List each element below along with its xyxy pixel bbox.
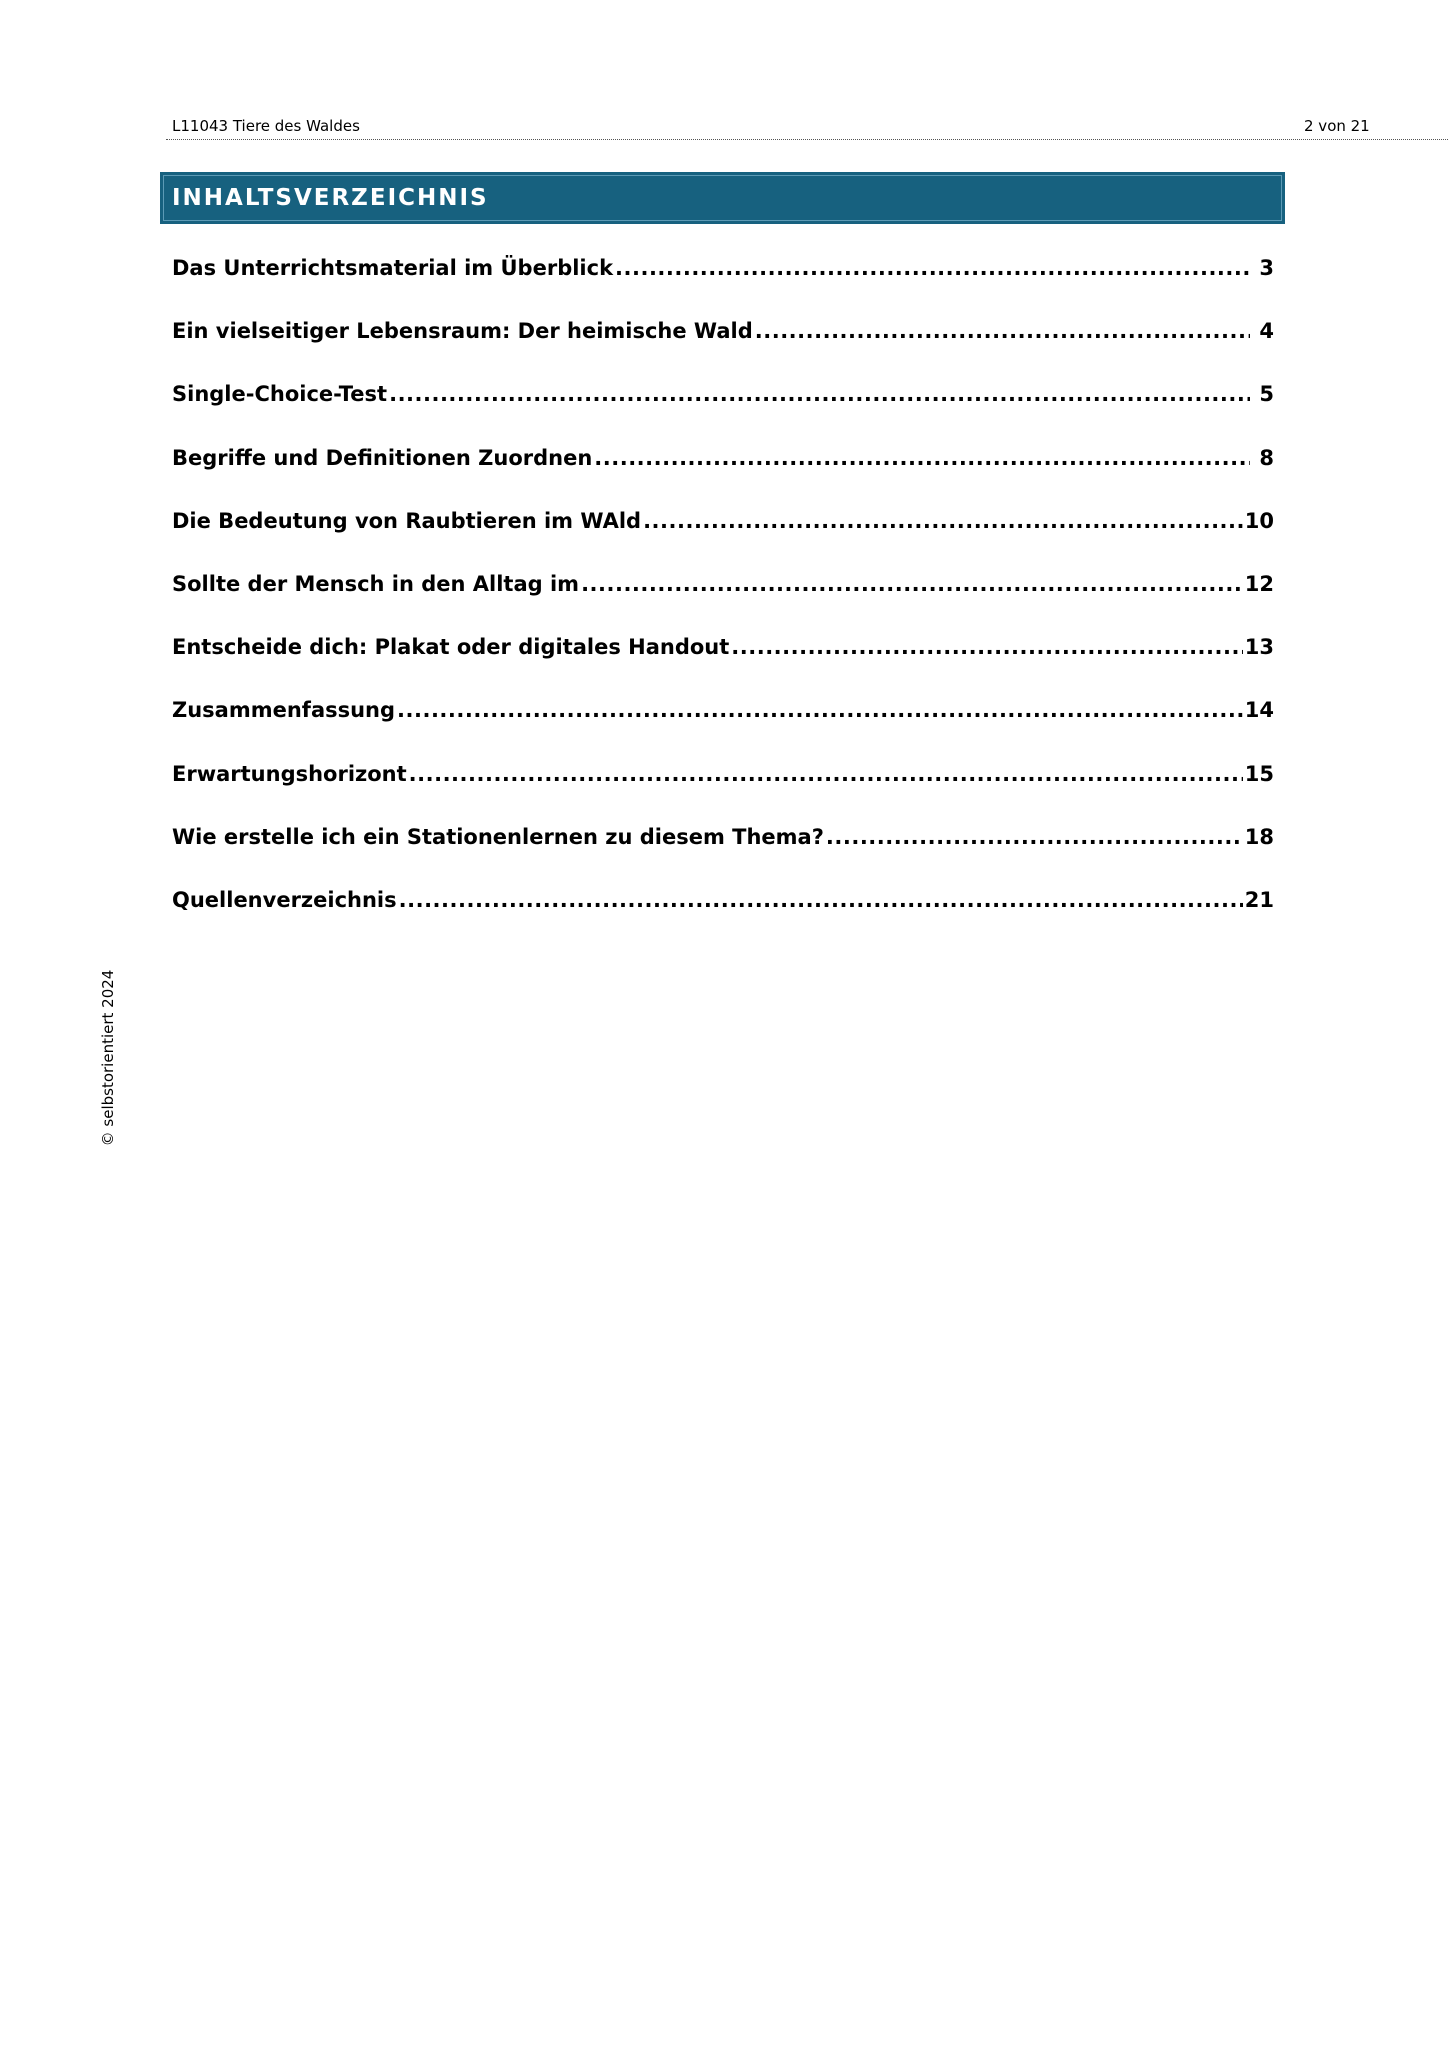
- toc-entry-page: 3: [1259, 256, 1274, 280]
- toc-dot-leader: [731, 631, 1242, 663]
- toc-banner: [160, 172, 1285, 224]
- toc-list: [172, 252, 1274, 947]
- page-number: 2 von 21: [1304, 117, 1370, 135]
- toc-entry[interactable]: [172, 315, 1274, 378]
- toc-entry[interactable]: [172, 442, 1274, 505]
- toc-entry-title: Das Unterrichtsmaterial im Überblick: [172, 256, 614, 280]
- toc-entry-title: Wie erstelle ich ein Stationenlernen zu diesem Thema?: [172, 824, 824, 849]
- page-header: [166, 114, 1448, 140]
- toc-entry-title: Ein vielseitiger Lebensraum: Der heimische Wald: [172, 319, 753, 344]
- toc-entry-title: Erwartungshorizont: [172, 761, 407, 786]
- toc-entry-title: Zusammenfassung: [172, 698, 396, 723]
- toc-entry-title: Quellenverzeichnis: [172, 887, 397, 912]
- toc-heading: INHALTSVERZEICHNIS: [172, 185, 489, 211]
- toc-entry-title: Sollte der Mensch in den Alltag im: [172, 571, 580, 596]
- toc-entry-page: 14: [1244, 698, 1274, 723]
- toc-entry-page: 12: [1244, 571, 1274, 596]
- toc-entry[interactable]: [172, 568, 1274, 631]
- toc-dot-leader: [643, 505, 1243, 537]
- toc-entry-page: 18: [1244, 824, 1274, 849]
- toc-dot-leader: [755, 315, 1250, 347]
- toc-entry-title: Die Bedeutung von Raubtieren im WAld: [172, 508, 642, 533]
- toc-entry[interactable]: [172, 505, 1274, 568]
- toc-dot-leader: [594, 442, 1250, 474]
- toc-entry-page: 15: [1244, 761, 1274, 786]
- toc-entry-page: 21: [1244, 887, 1274, 912]
- toc-dot-leader: [389, 378, 1250, 410]
- toc-entry[interactable]: [172, 694, 1274, 757]
- toc-banner-frame: [163, 175, 1282, 221]
- toc-entry[interactable]: [172, 884, 1274, 947]
- toc-entry-page: 8: [1259, 445, 1274, 470]
- toc-entry[interactable]: [172, 631, 1274, 694]
- toc-entry-page: 10: [1244, 508, 1274, 533]
- toc-dot-leader: [399, 884, 1243, 916]
- toc-dot-leader: [615, 252, 1250, 284]
- toc-entry-page: 13: [1244, 635, 1274, 660]
- toc-entry-title: Single-Choice-Test: [172, 382, 388, 407]
- toc-dot-leader: [826, 821, 1243, 853]
- toc-dot-leader: [409, 758, 1243, 790]
- toc-entry-page: 4: [1259, 319, 1274, 344]
- toc-dot-leader: [397, 694, 1243, 726]
- toc-entry-page: 5: [1259, 382, 1274, 407]
- document-title: L11043 Tiere des Waldes: [172, 117, 360, 135]
- toc-entry[interactable]: [172, 821, 1274, 884]
- toc-entry[interactable]: [172, 758, 1274, 821]
- copyright-notice: © selbstorientiert 2024: [99, 969, 117, 1147]
- toc-entry[interactable]: [172, 378, 1274, 441]
- toc-entry-title: Begriffe und Definitionen Zuordnen: [172, 445, 593, 470]
- toc-entry[interactable]: [172, 252, 1274, 315]
- toc-entry-title: Entscheide dich: Plakat oder digitales Handout: [172, 635, 730, 660]
- toc-dot-leader: [581, 568, 1243, 600]
